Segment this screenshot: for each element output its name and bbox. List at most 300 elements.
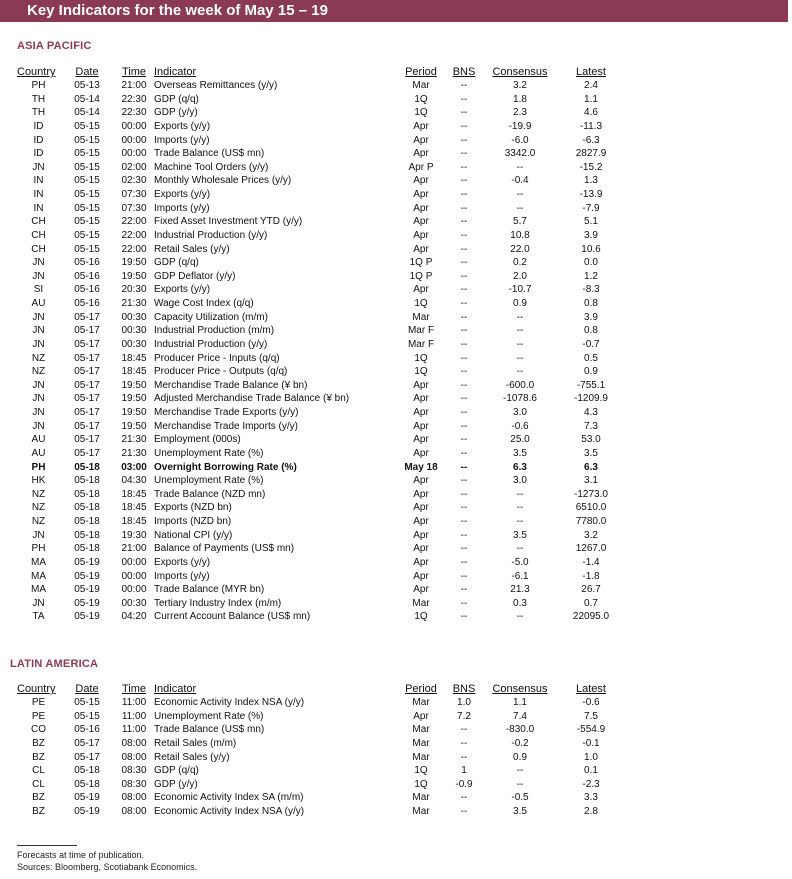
bns-cell: -- — [460, 352, 468, 364]
consensus-cell: 10.8 — [510, 229, 530, 241]
date-cell: 05-16 — [74, 724, 100, 736]
latest-cell: -15.2 — [579, 161, 603, 173]
col-bns: BNS — [452, 683, 476, 695]
period-cell: Mar — [412, 792, 430, 804]
country-cell: AU — [31, 447, 46, 459]
indicator-cell: Producer Price - Inputs (q/q) — [154, 352, 280, 364]
indicator-cell: Trade Balance (MYR bn) — [154, 584, 265, 596]
time-cell: 00:00 — [121, 148, 147, 160]
col-country: Country — [17, 683, 56, 695]
bns-cell: -- — [460, 475, 468, 487]
table-row — [17, 433, 627, 447]
date-cell: 05-17 — [74, 379, 100, 391]
table-row — [17, 324, 627, 338]
date-cell: 05-18 — [74, 488, 100, 500]
col-indicator: Indicator — [154, 66, 197, 78]
bns-cell: -- — [460, 461, 468, 473]
period-cell: Mar F — [407, 325, 435, 337]
time-cell: 02:30 — [121, 175, 147, 187]
latest-cell: 0.9 — [584, 366, 598, 378]
date-cell: 05-15 — [74, 710, 100, 722]
latest-cell: 4.6 — [584, 107, 598, 119]
date-cell: 05-17 — [74, 737, 100, 749]
date-cell: 05-19 — [74, 792, 100, 804]
bns-cell: -- — [460, 597, 468, 609]
table-row — [17, 723, 627, 737]
date-cell: 05-15 — [74, 175, 100, 187]
bns-cell: -- — [460, 175, 468, 187]
date-cell: 05-18 — [74, 778, 100, 790]
time-cell: 18:45 — [121, 488, 147, 500]
consensus-cell: 1.8 — [513, 93, 527, 105]
bns-cell: -- — [460, 434, 468, 446]
consensus-cell: -19.9 — [508, 120, 532, 132]
country-cell: NZ — [31, 366, 46, 378]
country-cell: CH — [31, 243, 46, 255]
period-cell: 1Q — [414, 765, 428, 777]
indicator-cell: Overnight Borrowing Rate (%) — [154, 461, 297, 473]
bns-cell: -- — [460, 338, 468, 350]
period-cell: Apr — [413, 189, 429, 201]
country-cell: JN — [32, 338, 45, 350]
country-cell: CH — [31, 229, 46, 241]
date-cell: 05-16 — [74, 257, 100, 269]
time-cell: 08:30 — [121, 778, 147, 790]
bns-cell: -- — [460, 107, 468, 119]
country-cell: BZ — [32, 806, 45, 818]
indicator-cell: Imports (y/y) — [154, 202, 210, 214]
bns-cell: 1 — [461, 765, 467, 777]
consensus-cell: -- — [516, 366, 524, 378]
bns-cell: 7.2 — [457, 710, 471, 722]
time-cell: 18:45 — [121, 366, 147, 378]
table-row — [17, 352, 627, 366]
date-cell: 05-16 — [74, 270, 100, 282]
country-cell: IN — [33, 175, 44, 187]
latest-cell: 2.8 — [584, 806, 598, 818]
date-cell: 05-19 — [74, 556, 100, 568]
latest-cell: 0.7 — [584, 597, 598, 609]
time-cell: 07:30 — [121, 202, 147, 214]
consensus-cell: 3342.0 — [504, 148, 536, 160]
time-cell: 18:45 — [121, 352, 147, 364]
asia-indicators-table — [17, 66, 627, 624]
table-row — [17, 161, 627, 175]
latest-cell: -1.8 — [582, 570, 600, 582]
indicator-cell: Trade Balance (US$ mn) — [154, 148, 265, 160]
country-cell: TA — [32, 611, 45, 623]
country-cell: PH — [31, 80, 46, 92]
time-cell: 19:50 — [121, 379, 147, 391]
indicator-cell: Unemployment Rate (%) — [154, 710, 264, 722]
bns-cell: -- — [460, 148, 468, 160]
indicator-cell: Wage Cost Index (q/q) — [154, 298, 254, 310]
time-cell: 22:30 — [121, 93, 147, 105]
latest-cell: 3.9 — [584, 311, 598, 323]
table-row — [17, 778, 627, 792]
country-cell: TH — [31, 107, 46, 119]
period-cell: Mar — [412, 737, 430, 749]
table-row — [17, 365, 627, 379]
time-cell: 18:45 — [121, 502, 147, 514]
period-cell: Apr — [413, 488, 429, 500]
table-row — [17, 474, 627, 488]
time-cell: 21:30 — [121, 434, 147, 446]
date-cell: 05-17 — [74, 407, 100, 419]
date-cell: 05-17 — [74, 447, 100, 459]
country-cell: JN — [32, 325, 45, 337]
col-indicator: Indicator — [154, 683, 197, 695]
period-cell: May 18 — [404, 461, 438, 473]
bns-cell: -- — [460, 257, 468, 269]
time-cell: 22:00 — [121, 216, 147, 228]
indicator-cell: Adjusted Merchandise Trade Balance (¥ bn) — [154, 393, 350, 405]
latest-cell: 53.0 — [581, 434, 601, 446]
table-row — [17, 791, 627, 805]
table-row — [17, 174, 627, 188]
bns-cell: -- — [460, 120, 468, 132]
period-cell: 1Q — [414, 778, 428, 790]
indicator-cell: Current Account Balance (US$ mn) — [154, 611, 311, 623]
indicator-cell: GDP (y/y) — [154, 107, 198, 119]
asia-table-body — [17, 79, 627, 624]
consensus-cell: 0.2 — [513, 257, 527, 269]
country-cell: JN — [32, 597, 45, 609]
table-row — [17, 229, 627, 243]
page-banner — [0, 0, 788, 22]
table-row — [17, 120, 627, 134]
date-cell: 05-15 — [74, 202, 100, 214]
table-row — [17, 610, 627, 624]
table-row — [17, 243, 627, 257]
indicator-cell: Trade Balance (US$ mn) — [154, 724, 265, 736]
date-cell: 05-18 — [74, 529, 100, 541]
country-cell: CL — [32, 778, 45, 790]
indicator-cell: Exports (y/y) — [154, 189, 211, 201]
indicator-cell: Exports (y/y) — [154, 120, 211, 132]
indicator-cell: Merchandise Trade Imports (y/y) — [154, 420, 298, 432]
consensus-cell: -600.0 — [505, 379, 535, 391]
date-cell: 05-15 — [74, 229, 100, 241]
bns-cell: -- — [460, 270, 468, 282]
country-cell: ID — [33, 134, 44, 146]
table-row — [17, 542, 627, 556]
period-cell: 1Q P — [409, 257, 433, 269]
time-cell: 21:00 — [121, 543, 147, 555]
latest-cell: -755.1 — [576, 379, 606, 391]
latest-cell: -1.4 — [582, 556, 600, 568]
asia-section-title: ASIA PACIFIC — [17, 40, 92, 52]
country-cell: ID — [33, 148, 44, 160]
date-cell: 05-15 — [74, 216, 100, 228]
period-cell: Mar — [412, 751, 430, 763]
date-cell: 05-14 — [74, 93, 100, 105]
country-cell: JN — [32, 161, 45, 173]
latest-cell: 0.5 — [584, 352, 598, 364]
country-cell: BZ — [32, 792, 45, 804]
indicator-cell: Industrial Production (y/y) — [154, 338, 268, 350]
country-cell: PH — [31, 461, 46, 473]
latest-cell: -1209.9 — [574, 393, 608, 405]
col-date: Date — [75, 66, 99, 78]
latest-cell: 1267.0 — [575, 543, 607, 555]
period-cell: Apr — [413, 229, 429, 241]
time-cell: 00:00 — [121, 570, 147, 582]
indicator-cell: Unemployment Rate (%) — [154, 475, 264, 487]
period-cell: Mar — [412, 724, 430, 736]
latest-cell: -0.7 — [582, 338, 600, 350]
table-row — [17, 710, 627, 724]
bns-cell: -- — [460, 243, 468, 255]
indicator-cell: Imports (y/y) — [154, 570, 210, 582]
period-cell: Apr — [413, 543, 429, 555]
latest-cell: -1273.0 — [574, 488, 608, 500]
time-cell: 04:30 — [121, 475, 147, 487]
consensus-cell: 22.0 — [510, 243, 530, 255]
indicator-cell: Imports (y/y) — [154, 134, 210, 146]
date-cell: 05-18 — [74, 502, 100, 514]
period-cell: 1Q — [414, 366, 428, 378]
period-cell: 1Q — [414, 298, 428, 310]
latest-cell: 3.5 — [584, 447, 598, 459]
table-row — [17, 256, 627, 270]
consensus-cell: 6.3 — [513, 461, 527, 473]
latest-cell: 5.1 — [584, 216, 598, 228]
country-cell: ID — [33, 120, 44, 132]
latest-cell: 22095.0 — [572, 611, 610, 623]
indicator-cell: Merchandise Trade Balance (¥ bn) — [154, 379, 308, 391]
time-cell: 08:00 — [121, 751, 147, 763]
country-cell: JN — [32, 379, 45, 391]
country-cell: IN — [33, 202, 44, 214]
indicator-cell: Retail Sales (y/y) — [154, 243, 230, 255]
bns-cell: -- — [460, 751, 468, 763]
table-row — [17, 751, 627, 765]
period-cell: 1Q — [414, 352, 428, 364]
country-cell: MA — [31, 556, 46, 568]
consensus-cell: -1078.6 — [503, 393, 537, 405]
consensus-cell: -- — [516, 325, 524, 337]
time-cell: 00:30 — [121, 597, 147, 609]
table-row — [17, 488, 627, 502]
indicator-cell: Merchandise Trade Exports (y/y) — [154, 407, 299, 419]
time-cell: 00:00 — [121, 584, 147, 596]
date-cell: 05-19 — [74, 570, 100, 582]
period-cell: Apr — [413, 529, 429, 541]
period-cell: Apr — [413, 148, 429, 160]
bns-cell: -- — [460, 724, 468, 736]
time-cell: 00:30 — [121, 311, 147, 323]
footnote-sources: Sources: Bloomberg, Scotiabank Economics. — [17, 862, 198, 872]
col-country: Country — [17, 66, 56, 78]
consensus-cell: -- — [516, 189, 524, 201]
date-cell: 05-16 — [74, 284, 100, 296]
table-row — [17, 805, 627, 819]
bns-cell: -- — [460, 570, 468, 582]
country-cell: MA — [31, 570, 46, 582]
latest-cell: -2.3 — [582, 778, 600, 790]
consensus-cell: -- — [516, 516, 524, 528]
consensus-cell: -- — [516, 778, 524, 790]
bns-cell: -- — [460, 189, 468, 201]
period-cell: Mar — [412, 311, 430, 323]
consensus-cell: 3.5 — [513, 447, 527, 459]
time-cell: 19:50 — [121, 420, 147, 432]
indicator-cell: Industrial Production (m/m) — [154, 325, 275, 337]
table-row — [17, 338, 627, 352]
bns-cell: -- — [460, 420, 468, 432]
consensus-cell: -0.5 — [511, 792, 529, 804]
bns-cell: -- — [460, 393, 468, 405]
period-cell: Mar — [412, 806, 430, 818]
time-cell: 00:30 — [121, 338, 147, 350]
country-cell: CO — [31, 724, 46, 736]
period-cell: Apr — [413, 407, 429, 419]
time-cell: 18:45 — [121, 516, 147, 528]
date-cell: 05-18 — [74, 765, 100, 777]
date-cell: 05-15 — [74, 161, 100, 173]
time-cell: 08:00 — [121, 737, 147, 749]
time-cell: 21:30 — [121, 298, 147, 310]
indicator-cell: GDP (y/y) — [154, 778, 198, 790]
time-cell: 07:30 — [121, 189, 147, 201]
indicator-cell: Balance of Payments (US$ mn) — [154, 543, 295, 555]
date-cell: 05-14 — [74, 107, 100, 119]
period-cell: Apr — [413, 556, 429, 568]
period-cell: Apr — [413, 475, 429, 487]
bns-cell: -- — [460, 284, 468, 296]
country-cell: JN — [32, 393, 45, 405]
consensus-cell: -- — [516, 611, 524, 623]
table-row — [17, 93, 627, 107]
consensus-cell: -- — [516, 202, 524, 214]
date-cell: 05-17 — [74, 434, 100, 446]
latest-cell: -0.1 — [582, 737, 600, 749]
indicator-cell: Producer Price - Outputs (q/q) — [154, 366, 288, 378]
table-row — [17, 147, 627, 161]
table-row — [17, 283, 627, 297]
latest-cell: 4.3 — [584, 407, 598, 419]
col-consensus: Consensus — [492, 683, 548, 695]
latam-table-body — [17, 696, 627, 819]
period-cell: Apr — [413, 570, 429, 582]
indicator-cell: GDP (q/q) — [154, 93, 199, 105]
period-cell: Apr — [413, 584, 429, 596]
indicator-cell: Economic Activity Index NSA (y/y) — [154, 697, 305, 709]
time-cell: 08:00 — [121, 806, 147, 818]
consensus-cell: 0.9 — [513, 298, 527, 310]
latest-cell: 6510.0 — [575, 502, 607, 514]
country-cell: JN — [32, 407, 45, 419]
indicator-cell: Exports (NZD bn) — [154, 502, 232, 514]
bns-cell: -- — [460, 543, 468, 555]
bns-cell: -- — [460, 806, 468, 818]
col-time: Time — [121, 66, 147, 78]
date-cell: 05-18 — [74, 475, 100, 487]
time-cell: 19:30 — [121, 529, 147, 541]
country-cell: PH — [31, 543, 46, 555]
indicator-cell: National CPI (y/y) — [154, 529, 233, 541]
date-cell: 05-15 — [74, 189, 100, 201]
date-cell: 05-18 — [74, 543, 100, 555]
bns-cell: -- — [460, 611, 468, 623]
col-latest: Latest — [576, 683, 606, 695]
country-cell: TH — [31, 93, 46, 105]
latest-cell: 10.6 — [581, 243, 601, 255]
consensus-cell: 0.3 — [513, 597, 527, 609]
period-cell: Apr — [413, 120, 429, 132]
bns-cell: -- — [460, 325, 468, 337]
col-bns: BNS — [452, 66, 476, 78]
period-cell: Apr — [413, 202, 429, 214]
latest-cell: 1.3 — [584, 175, 598, 187]
time-cell: 19:50 — [121, 270, 147, 282]
country-cell: AU — [31, 434, 46, 446]
period-cell: Apr P — [408, 161, 434, 173]
latest-cell: 3.2 — [584, 529, 598, 541]
country-cell: CL — [32, 765, 45, 777]
col-period: Period — [405, 66, 437, 78]
country-cell: JN — [32, 270, 45, 282]
country-cell: CH — [31, 216, 46, 228]
footnote-divider — [17, 845, 77, 846]
latest-cell: 3.1 — [584, 475, 598, 487]
table-row — [17, 379, 627, 393]
latest-cell: -8.3 — [582, 284, 600, 296]
bns-cell: -- — [460, 502, 468, 514]
date-cell: 05-17 — [74, 366, 100, 378]
period-cell: Apr — [413, 284, 429, 296]
time-cell: 21:00 — [121, 80, 147, 92]
table-row — [17, 529, 627, 543]
footnote-forecasts: Forecasts at time of publication. — [17, 850, 145, 860]
latest-cell: -6.3 — [582, 134, 600, 146]
table-row — [17, 461, 627, 475]
indicator-cell: Overseas Remittances (y/y) — [154, 80, 278, 92]
consensus-cell: -6.1 — [511, 570, 529, 582]
country-cell: PE — [31, 697, 46, 709]
latest-cell: 7.3 — [584, 420, 598, 432]
country-cell: HK — [31, 475, 46, 487]
indicator-cell: Employment (000s) — [154, 434, 241, 446]
time-cell: 08:30 — [121, 765, 147, 777]
bns-cell: -- — [460, 93, 468, 105]
table-row — [17, 447, 627, 461]
indicator-cell: Economic Activity Index SA (m/m) — [154, 792, 304, 804]
consensus-cell: 3.2 — [513, 80, 527, 92]
period-cell: Apr — [413, 447, 429, 459]
period-cell: Apr — [413, 710, 429, 722]
consensus-cell: -0.6 — [511, 420, 529, 432]
consensus-cell: -- — [516, 543, 524, 555]
bns-cell: -- — [460, 584, 468, 596]
latest-cell: -11.3 — [579, 120, 603, 132]
date-cell: 05-17 — [74, 325, 100, 337]
period-cell: Apr — [413, 379, 429, 391]
time-cell: 22:30 — [121, 107, 147, 119]
bns-cell: -- — [460, 229, 468, 241]
bns-cell: -- — [460, 366, 468, 378]
table-row — [17, 406, 627, 420]
period-cell: Apr — [413, 134, 429, 146]
period-cell: Apr — [413, 420, 429, 432]
indicator-cell: Tertiary Industry Index (m/m) — [154, 597, 282, 609]
indicator-cell: GDP Deflator (y/y) — [154, 270, 236, 282]
time-cell: 19:50 — [121, 257, 147, 269]
bns-cell: -0.9 — [455, 778, 473, 790]
table-row — [17, 737, 627, 751]
latest-cell: 7.5 — [584, 710, 598, 722]
